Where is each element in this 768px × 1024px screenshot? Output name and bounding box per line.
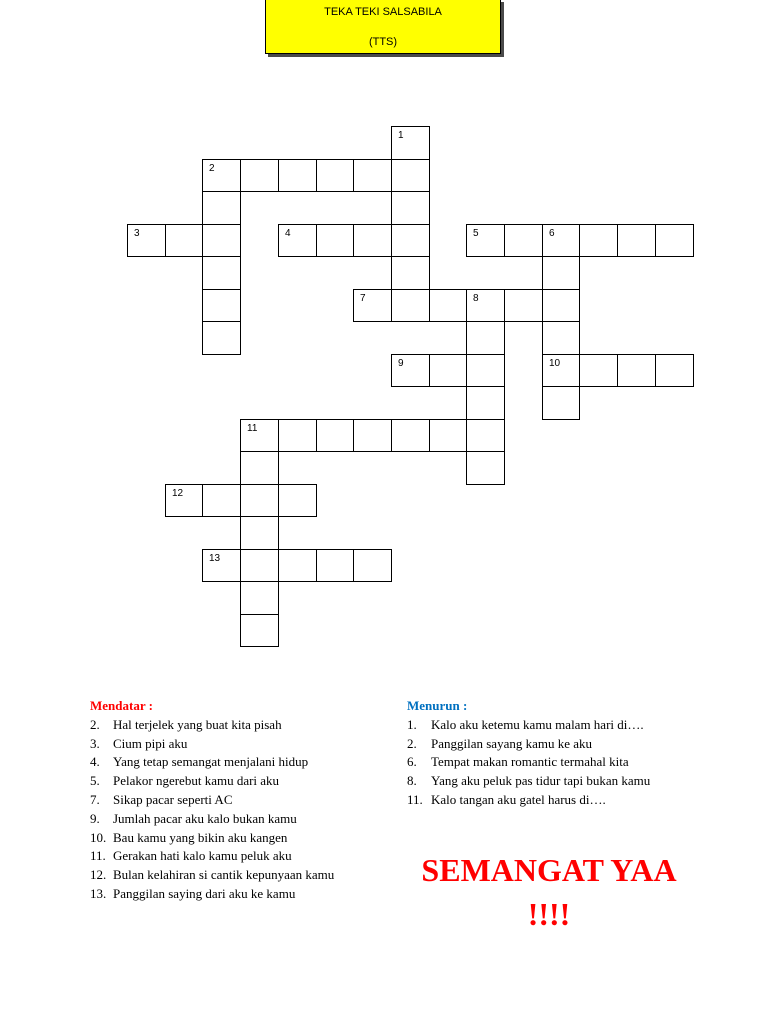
down-clue [407, 791, 650, 810]
crossword-number: 3 [134, 228, 140, 239]
clue-text: Bau kamu yang bikin aku kangen [113, 829, 288, 845]
crossword-cell [240, 484, 279, 517]
crossword-cell-numbered [542, 224, 580, 257]
crossword-cell-numbered [240, 419, 279, 452]
crossword-cell [429, 354, 467, 387]
clue-text: Yang tetap semangat menjalani hidup [113, 754, 309, 770]
clue-number: 5. [90, 773, 100, 789]
puzzle-title: TEKA TEKI SALSABILA [324, 6, 442, 18]
crossword-cell [278, 419, 317, 452]
crossword-cell [278, 549, 317, 582]
clue-text: Bulan kelahiran si cantik kepunyaan kamu [113, 867, 335, 883]
crossword-cell [202, 191, 241, 225]
crossword-cell [391, 419, 430, 452]
across-clues [90, 697, 334, 904]
across-clue [90, 772, 334, 791]
clue-number: 11. [90, 848, 106, 864]
across-clue [90, 885, 334, 904]
across-clue [90, 866, 334, 885]
clue-number: 7. [90, 791, 100, 807]
clue-text: Kalo aku ketemu kamu malam hari di…. [431, 716, 644, 732]
across-heading: Mendatar : [90, 698, 153, 713]
crossword-cell [165, 224, 203, 257]
crossword-cell [466, 419, 505, 452]
crossword-cell-numbered [391, 126, 430, 160]
crossword-cell [353, 549, 392, 582]
crossword-number: 5 [473, 228, 479, 239]
across-clue [90, 829, 334, 848]
encouragement-exclamation: !!!! [527, 896, 571, 932]
crossword-cell-numbered [466, 289, 505, 322]
crossword-cell-numbered [391, 354, 430, 387]
crossword-cell-numbered [353, 289, 392, 322]
crossword-cell [391, 224, 430, 257]
crossword-cell [240, 581, 279, 615]
crossword-number: 9 [398, 358, 404, 369]
crossword-cell-numbered [466, 224, 505, 257]
crossword-cell [278, 159, 317, 192]
clue-number: 2. [407, 735, 417, 751]
clue-number: 8. [407, 773, 417, 789]
crossword-cell [240, 159, 279, 192]
crossword-cell [316, 419, 354, 452]
crossword-cell-numbered [202, 159, 241, 192]
crossword-cell [202, 256, 241, 290]
crossword-cell [202, 321, 241, 355]
crossword-cell-numbered [278, 224, 317, 257]
clue-text: Gerakan hati kalo kamu peluk aku [113, 848, 292, 864]
crossword-cell [316, 549, 354, 582]
crossword-cell [240, 614, 279, 647]
down-clue [407, 753, 650, 772]
clue-text: Pelakor ngerebut kamu dari aku [113, 773, 280, 789]
clue-number: 12. [90, 867, 107, 883]
crossword-number: 10 [549, 358, 561, 369]
crossword-cell [202, 484, 241, 517]
crossword-cell [240, 451, 279, 485]
across-clue [90, 791, 334, 810]
crossword-cell [542, 289, 580, 322]
encouragement-line: SEMANGAT YAA [421, 852, 677, 888]
clue-text: Panggilan saying dari aku ke kamu [113, 885, 296, 901]
clue-text: Tempat makan romantic termahal kita [431, 754, 629, 770]
down-heading: Menurun : [407, 698, 468, 713]
clue-number: 1. [407, 716, 417, 732]
crossword-cell [579, 224, 618, 257]
clue-number: 11. [407, 791, 423, 807]
clue-text: Cium pipi aku [113, 735, 188, 751]
puzzle-subtitle: (TTS) [368, 36, 398, 48]
across-clue [90, 810, 334, 829]
crossword-cell [353, 159, 392, 192]
down-clue [407, 735, 650, 754]
clue-number: 10. [90, 829, 107, 845]
crossword-cell [504, 289, 543, 322]
across-clue [90, 847, 334, 866]
crossword-cell [202, 289, 241, 322]
crossword-number: 2 [209, 163, 215, 174]
crossword-cell-numbered [202, 549, 241, 582]
crossword-cell [240, 549, 279, 582]
crossword-cell [391, 256, 430, 290]
clue-text: Sikap pacar seperti AC [113, 791, 233, 807]
crossword-cell [466, 386, 505, 420]
crossword-cell [504, 224, 543, 257]
clue-number: 3. [90, 735, 100, 751]
clue-number: 2. [90, 716, 100, 732]
crossword-number: 4 [285, 228, 291, 239]
clue-text: Panggilan sayang kamu ke aku [431, 735, 593, 751]
crossword-cell [429, 289, 467, 322]
crossword-number: 8 [473, 293, 479, 304]
encouragement-message [399, 848, 699, 936]
crossword-cell [542, 256, 580, 290]
crossword-cell [202, 224, 241, 257]
clue-text: Kalo tangan aku gatel harus di…. [431, 791, 606, 807]
crossword-cell [316, 159, 354, 192]
clue-text: Jumlah pacar aku kalo bukan kamu [113, 810, 297, 826]
clue-number: 13. [90, 885, 107, 901]
crossword-cell [391, 191, 430, 225]
crossword-number: 7 [360, 293, 366, 304]
crossword-cell [655, 354, 694, 387]
crossword-cell-numbered [165, 484, 203, 517]
crossword-number: 1 [398, 130, 404, 141]
crossword-cell [466, 321, 505, 355]
crossword-cell-numbered [127, 224, 166, 257]
crossword-cell-numbered [542, 354, 580, 387]
crossword-cell [391, 159, 430, 192]
crossword-cell [316, 224, 354, 257]
across-clue [90, 735, 334, 754]
crossword-cell [353, 224, 392, 257]
crossword-number: 11 [247, 423, 258, 434]
crossword-cell [466, 451, 505, 485]
clue-number: 6. [407, 754, 417, 770]
crossword-cell [240, 516, 279, 550]
crossword-cell [278, 484, 317, 517]
crossword-cell [429, 419, 467, 452]
down-clues [407, 697, 650, 810]
crossword-cell [391, 289, 430, 322]
crossword-cell [466, 354, 505, 387]
crossword-number: 12 [172, 488, 184, 499]
crossword-cell [542, 386, 580, 420]
crossword-cell [617, 354, 656, 387]
across-clue [90, 716, 334, 735]
crossword-cell [617, 224, 656, 257]
down-clue [407, 772, 650, 791]
crossword-number: 6 [549, 228, 555, 239]
clue-number: 9. [90, 810, 100, 826]
crossword-cell [579, 354, 618, 387]
clue-number: 4. [90, 754, 100, 770]
crossword-number: 13 [209, 553, 221, 564]
crossword-cell [542, 321, 580, 355]
across-clue [90, 753, 334, 772]
crossword-cell [353, 419, 392, 452]
down-clue [407, 716, 650, 735]
clue-text: Hal terjelek yang buat kita pisah [113, 716, 282, 732]
clue-text: Yang aku peluk pas tidur tapi bukan kamu [431, 773, 651, 789]
crossword-cell [655, 224, 694, 257]
